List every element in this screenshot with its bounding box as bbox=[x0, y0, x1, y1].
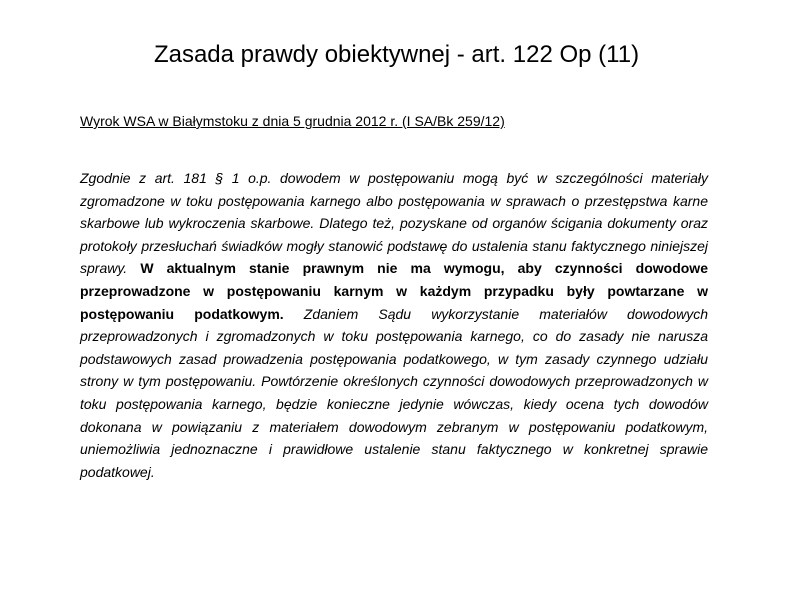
paragraph-part-1: Zgodnie z art. 181 § 1 o.p. dowodem w postępowaniu mogą być w szczególności materiały zgromadzone w toku postępowania karnego albo postępowania w sprawach o przestępstwa karne skarbowe lub wykroczenia skarbowe. Dlatego też, pozyskane od organów ścigania dokumenty oraz protokoły przesłuchań świadków mogły stanowić podstawę do ustalenia stanu faktycznego niniejszej sprawy. bbox=[80, 170, 708, 277]
ruling-paragraph bbox=[80, 167, 708, 483]
slide-title: Zasada prawdy obiektywnej - art. 122 Op (11) bbox=[153, 41, 640, 68]
paragraph-emphasis: W aktualnym stanie prawnym nie ma wymogu, aby czynności dowodowe przeprowadzone w postępowaniu karnym w każdym przypadku były powtarzane w postępowaniu podatkowym. bbox=[80, 260, 708, 322]
paragraph-part-3: Zdaniem Sądu wykorzystanie materiałów dowodowych przeprowadzonych i zgromadzonych w toku postępowania karnego, co do zasady nie narusza podstawowych zasad prowadzenia postępowania podatkowego, w tym zasady czynnego udziału strony w tym postępowaniu. Powtórzenie określonych czynności dowodowych przeprowadzonych w toku postępowania karnego, będzie konieczne jedynie wówczas, kiedy ocena tych dowodów dokonana w powiązaniu z materiałem dowodowym zebranym w postępowaniu podatkowym, uniemożliwia jednoznaczne i prawidłowe ustalenie stanu faktycznego w konkretnej sprawie podatkowej. bbox=[80, 305, 708, 480]
court-ruling-citation: Wyrok WSA w Białymstoku z dnia 5 grudnia 2012 r. (I SA/Bk 259/12) bbox=[80, 113, 505, 129]
